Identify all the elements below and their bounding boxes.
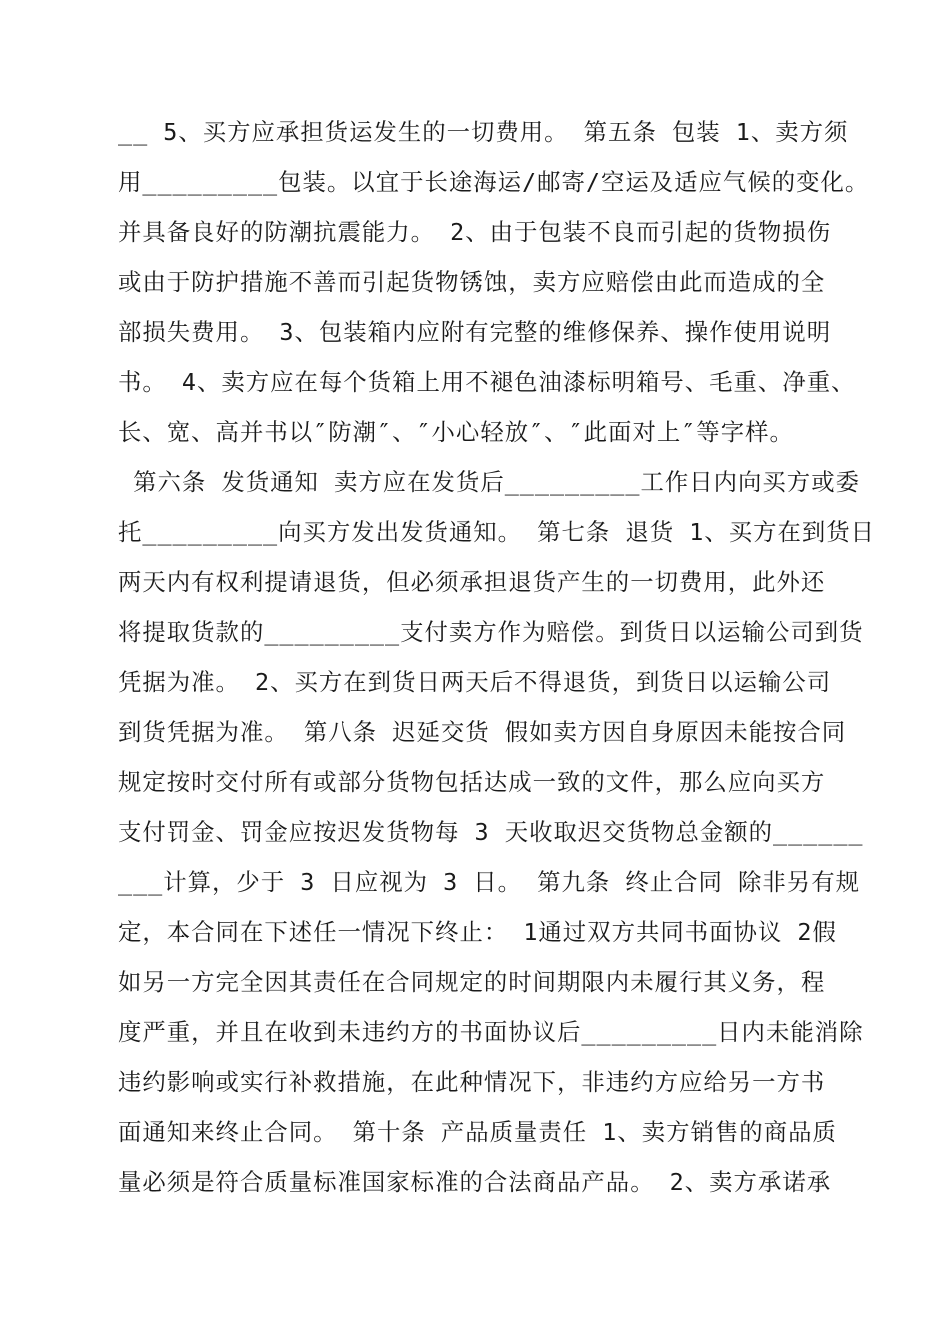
text-line: 两天内有权利提请退货，但必须承担退货产生的一切费用，此外还 (118, 568, 826, 596)
text-line: 用_________包装。以宜于长途海运/邮寄/空运及适应气候的变化。 (118, 168, 870, 196)
text-line: 违约影响或实行补救措施，在此种情况下，非违约方应给另一方书 (118, 1068, 826, 1096)
text-line: 托_________向买方发出发货通知。 第七条 退货 1、买方在到货日 (118, 518, 876, 546)
text-line: 定，本合同在下述任一情况下终止： 1通过双方共同书面协议 2假 (118, 918, 837, 946)
text-line: 面通知来终止合同。 第十条 产品质量责任 1、卖方销售的商品质 (118, 1118, 837, 1146)
text-line: 支付罚金、罚金应按迟发货物每 3 天收取迟交货物总金额的______ (118, 818, 864, 846)
text-line: __ 5、买方应承担货运发生的一切费用。 第五条 包装 1、卖方须 (118, 118, 849, 146)
text-line: 长、宽、高并书以″防潮″、″小心轻放″、″此面对上″等字样。 (118, 418, 794, 446)
document-body (118, 107, 876, 1207)
text-line: 如另一方完全因其责任在合同规定的时间期限内未履行其义务，程 (118, 968, 826, 996)
text-line: 部损失费用。 3、包装箱内应附有完整的维修保养、操作使用说明 (118, 318, 832, 346)
text-line: 书。 4、卖方应在每个货箱上用不褪色油漆标明箱号、毛重、净重、 (118, 368, 856, 396)
text-line: 并具备良好的防潮抗震能力。 2、由于包装不良而引起的货物损伤 (118, 218, 832, 246)
text-line: 到货凭据为准。 第八条 迟延交货 假如卖方因自身原因未能按合同 (118, 718, 847, 746)
text-line: ___计算，少于 3 日应视为 3 日。 第九条 终止合同 除非另有规 (118, 868, 860, 896)
text-line: 量必须是符合质量标准国家标准的合法商品产品。 2、卖方承诺承 (118, 1168, 832, 1196)
text-line: 或由于防护措施不善而引起货物锈蚀，卖方应赔偿由此而造成的全 (118, 268, 826, 296)
text-line: 度严重，并且在收到未违约方的书面协议后_________日内未能消除 (118, 1018, 864, 1046)
text-line: 第六条 发货通知 卖方应在发货后_________工作日内向买方或委 (118, 468, 860, 496)
text-line: 将提取货款的_________支付卖方作为赔偿。到货日以运输公司到货 (118, 618, 864, 646)
text-line: 规定按时交付所有或部分货物包括达成一致的文件，那么应向买方 (118, 768, 826, 796)
text-line: 凭据为准。 2、买方在到货日两天后不得退货，到货日以运输公司 (118, 668, 832, 696)
